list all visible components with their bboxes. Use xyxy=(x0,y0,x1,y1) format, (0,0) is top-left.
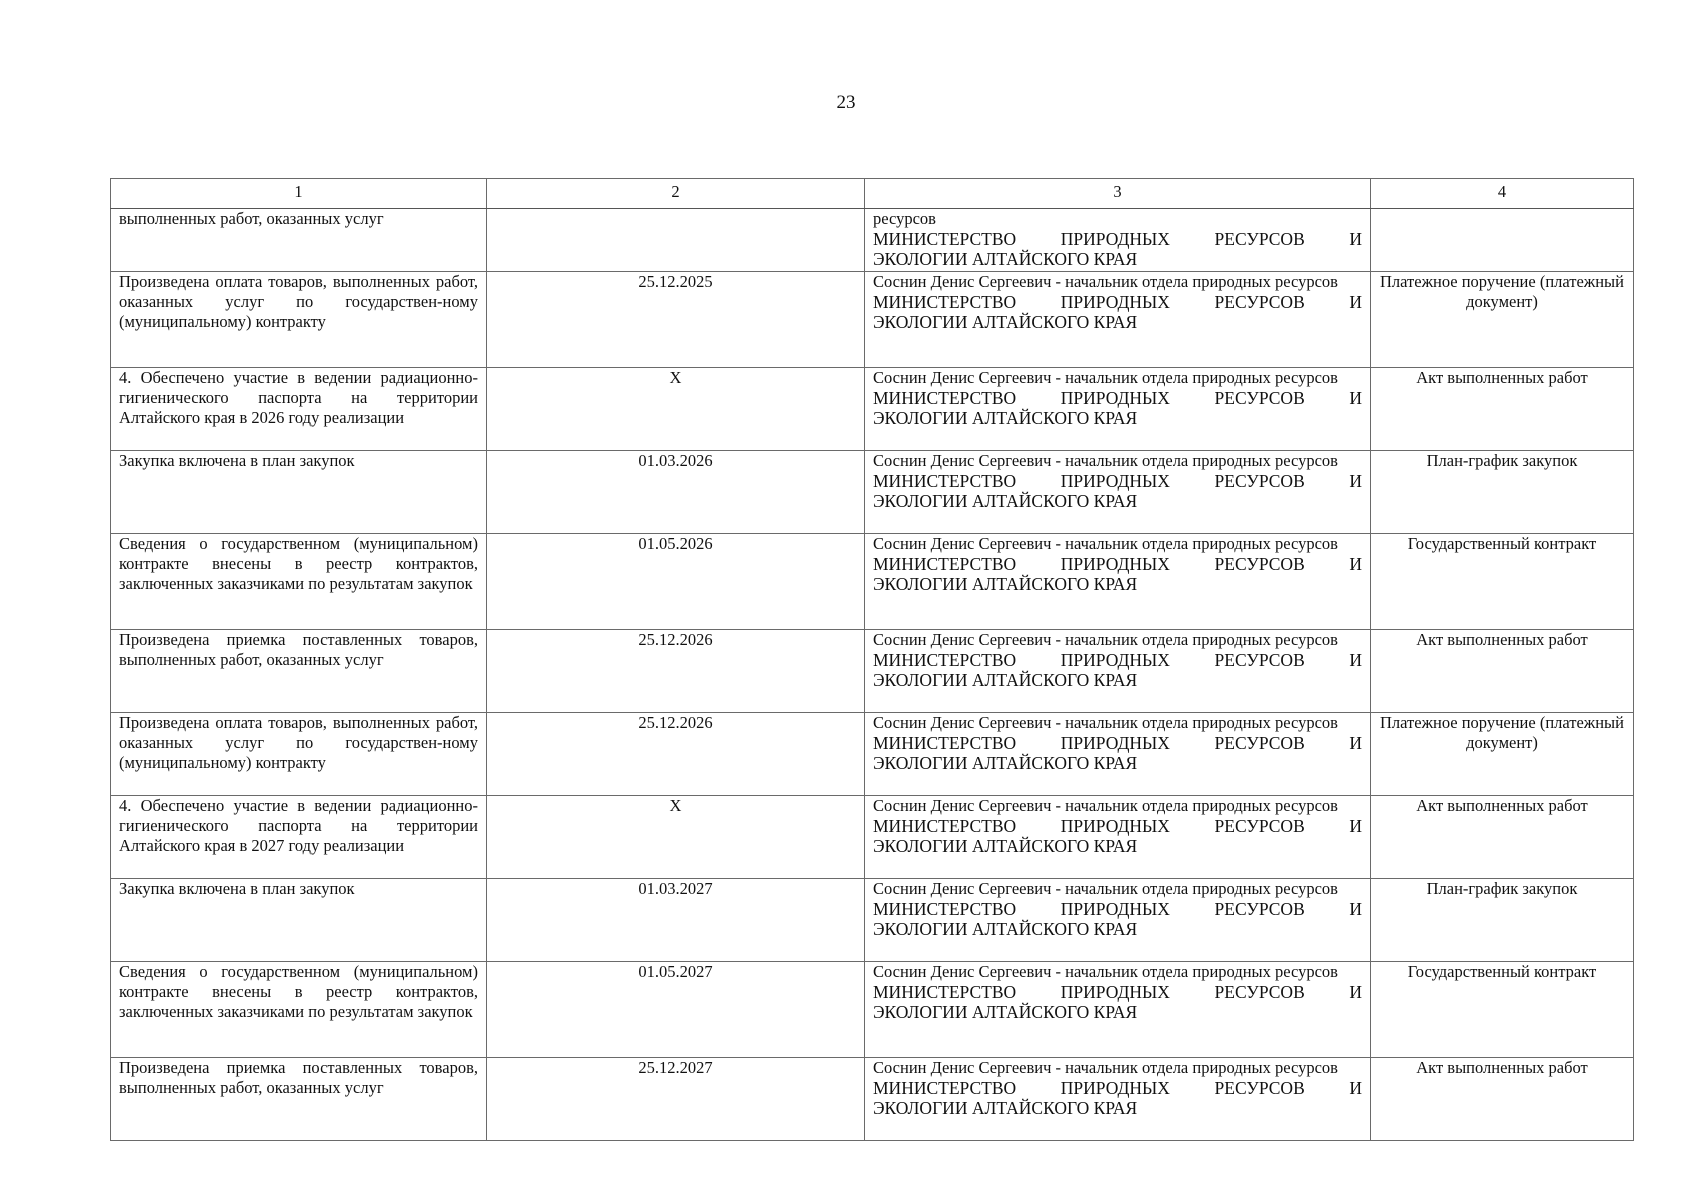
event-cell: Закупка включена в план закупок xyxy=(111,451,487,534)
event-cell: Произведена оплата товаров, выполненных работ, оказанных услуг по государствен-ному (муниципальному) контракту xyxy=(111,713,487,796)
document-cell: Платежное поручение (платежный документ) xyxy=(1371,272,1634,368)
responsible-cell xyxy=(865,1058,1371,1141)
ministry-name-line2: ЭКОЛОГИИ АЛТАЙСКОГО КРАЯ xyxy=(873,249,1138,269)
responsible-person: Соснин Денис Сергеевич - начальник отдела природных ресурсов xyxy=(873,796,1338,815)
date-cell: 25.12.2026 xyxy=(487,630,865,713)
ministry-name-line1: МИНИСТЕРСТВО ПРИРОДНЫХ РЕСУРСОВ И xyxy=(873,388,1362,408)
responsible-person: Соснин Денис Сергеевич - начальник отдела природных ресурсов xyxy=(873,879,1338,898)
document-cell: Акт выполненных работ xyxy=(1371,630,1634,713)
table-header-row xyxy=(111,179,1634,209)
responsible-cell xyxy=(865,272,1371,368)
event-cell: Сведения о государственном (муниципальном) контракте внесены в реестр контрактов, заключенных заказчиками по результатам закупок xyxy=(111,534,487,630)
event-cell: выполненных работ, оказанных услуг xyxy=(111,209,487,272)
responsible-person: Соснин Денис Сергеевич - начальник отдела природных ресурсов xyxy=(873,713,1338,732)
table-row xyxy=(111,451,1634,534)
date-cell: 25.12.2026 xyxy=(487,713,865,796)
document-cell: План-график закупок xyxy=(1371,879,1634,962)
responsible-person: Соснин Денис Сергеевич - начальник отдела природных ресурсов xyxy=(873,272,1338,291)
document-cell: План-график закупок xyxy=(1371,451,1634,534)
event-cell: Сведения о государственном (муниципальном) контракте внесены в реестр контрактов, заключенных заказчиками по результатам закупок xyxy=(111,962,487,1058)
schedule-table xyxy=(110,178,1634,1141)
document-cell: Платежное поручение (платежный документ) xyxy=(1371,713,1634,796)
table-row xyxy=(111,1058,1634,1141)
event-cell: 4. Обеспечено участие в ведении радиационно-гигиенического паспорта на территории Алтайского края в 2026 году реализации xyxy=(111,368,487,451)
table-row xyxy=(111,209,1634,272)
responsible-person: Соснин Денис Сергеевич - начальник отдела природных ресурсов xyxy=(873,534,1338,553)
event-cell: Произведена приемка поставленных товаров, выполненных работ, оказанных услуг xyxy=(111,630,487,713)
date-cell: 01.03.2026 xyxy=(487,451,865,534)
ministry-name-line2: ЭКОЛОГИИ АЛТАЙСКОГО КРАЯ xyxy=(873,753,1138,773)
table-row xyxy=(111,879,1634,962)
table-row xyxy=(111,796,1634,879)
date-cell: Х xyxy=(487,796,865,879)
table-row xyxy=(111,713,1634,796)
event-cell: 4. Обеспечено участие в ведении радиационно-гигиенического паспорта на территории Алтайского края в 2027 году реализации xyxy=(111,796,487,879)
ministry-name-line2: ЭКОЛОГИИ АЛТАЙСКОГО КРАЯ xyxy=(873,312,1138,332)
responsible-cell xyxy=(865,209,1371,272)
ministry-name-line2: ЭКОЛОГИИ АЛТАЙСКОГО КРАЯ xyxy=(873,491,1138,511)
ministry-name-line2: ЭКОЛОГИИ АЛТАЙСКОГО КРАЯ xyxy=(873,1002,1138,1022)
responsible-cell xyxy=(865,879,1371,962)
column-header-3: 3 xyxy=(865,179,1371,209)
responsible-person: Соснин Денис Сергеевич - начальник отдела природных ресурсов xyxy=(873,368,1338,387)
ministry-name-line1: МИНИСТЕРСТВО ПРИРОДНЫХ РЕСУРСОВ И xyxy=(873,1078,1362,1098)
responsible-cell xyxy=(865,796,1371,879)
ministry-name-line1: МИНИСТЕРСТВО ПРИРОДНЫХ РЕСУРСОВ И xyxy=(873,292,1362,312)
ministry-name-line1: МИНИСТЕРСТВО ПРИРОДНЫХ РЕСУРСОВ И xyxy=(873,229,1362,249)
responsible-cell xyxy=(865,962,1371,1058)
responsible-person: Соснин Денис Сергеевич - начальник отдела природных ресурсов xyxy=(873,451,1338,470)
date-cell: 01.05.2026 xyxy=(487,534,865,630)
document-cell: Государственный контракт xyxy=(1371,534,1634,630)
responsible-cell xyxy=(865,630,1371,713)
responsible-person: ресурсов xyxy=(873,209,936,228)
table-row xyxy=(111,630,1634,713)
responsible-cell xyxy=(865,534,1371,630)
table-row xyxy=(111,368,1634,451)
ministry-name-line1: МИНИСТЕРСТВО ПРИРОДНЫХ РЕСУРСОВ И xyxy=(873,650,1362,670)
event-cell: Произведена приемка поставленных товаров, выполненных работ, оказанных услуг xyxy=(111,1058,487,1141)
ministry-name-line1: МИНИСТЕРСТВО ПРИРОДНЫХ РЕСУРСОВ И xyxy=(873,733,1362,753)
event-cell: Произведена оплата товаров, выполненных работ, оказанных услуг по государствен-ному (муниципальному) контракту xyxy=(111,272,487,368)
event-cell: Закупка включена в план закупок xyxy=(111,879,487,962)
responsible-person: Соснин Денис Сергеевич - начальник отдела природных ресурсов xyxy=(873,962,1338,981)
column-header-2: 2 xyxy=(487,179,865,209)
table-row xyxy=(111,272,1634,368)
ministry-name-line2: ЭКОЛОГИИ АЛТАЙСКОГО КРАЯ xyxy=(873,836,1138,856)
date-cell: 01.03.2027 xyxy=(487,879,865,962)
ministry-name-line2: ЭКОЛОГИИ АЛТАЙСКОГО КРАЯ xyxy=(873,919,1138,939)
ministry-name-line1: МИНИСТЕРСТВО ПРИРОДНЫХ РЕСУРСОВ И xyxy=(873,554,1362,574)
date-cell: 25.12.2025 xyxy=(487,272,865,368)
ministry-name-line2: ЭКОЛОГИИ АЛТАЙСКОГО КРАЯ xyxy=(873,574,1138,594)
column-header-4: 4 xyxy=(1371,179,1634,209)
ministry-name-line2: ЭКОЛОГИИ АЛТАЙСКОГО КРАЯ xyxy=(873,1098,1138,1118)
document-cell: Акт выполненных работ xyxy=(1371,796,1634,879)
responsible-person: Соснин Денис Сергеевич - начальник отдела природных ресурсов xyxy=(873,1058,1338,1077)
page-number: 23 xyxy=(836,92,856,113)
ministry-name-line2: ЭКОЛОГИИ АЛТАЙСКОГО КРАЯ xyxy=(873,408,1138,428)
ministry-name-line1: МИНИСТЕРСТВО ПРИРОДНЫХ РЕСУРСОВ И xyxy=(873,982,1362,1002)
responsible-cell xyxy=(865,451,1371,534)
ministry-name-line1: МИНИСТЕРСТВО ПРИРОДНЫХ РЕСУРСОВ И xyxy=(873,816,1362,836)
document-cell: Акт выполненных работ xyxy=(1371,1058,1634,1141)
responsible-cell xyxy=(865,368,1371,451)
date-cell: 01.05.2027 xyxy=(487,962,865,1058)
responsible-cell xyxy=(865,713,1371,796)
column-header-1: 1 xyxy=(111,179,487,209)
table-row xyxy=(111,534,1634,630)
table-row xyxy=(111,962,1634,1058)
document-cell: Акт выполненных работ xyxy=(1371,368,1634,451)
ministry-name-line1: МИНИСТЕРСТВО ПРИРОДНЫХ РЕСУРСОВ И xyxy=(873,471,1362,491)
document-cell: Государственный контракт xyxy=(1371,962,1634,1058)
ministry-name-line1: МИНИСТЕРСТВО ПРИРОДНЫХ РЕСУРСОВ И xyxy=(873,899,1362,919)
date-cell: Х xyxy=(487,368,865,451)
date-cell xyxy=(487,209,865,272)
document-cell xyxy=(1371,209,1634,272)
date-cell: 25.12.2027 xyxy=(487,1058,865,1141)
ministry-name-line2: ЭКОЛОГИИ АЛТАЙСКОГО КРАЯ xyxy=(873,670,1138,690)
responsible-person: Соснин Денис Сергеевич - начальник отдела природных ресурсов xyxy=(873,630,1338,649)
